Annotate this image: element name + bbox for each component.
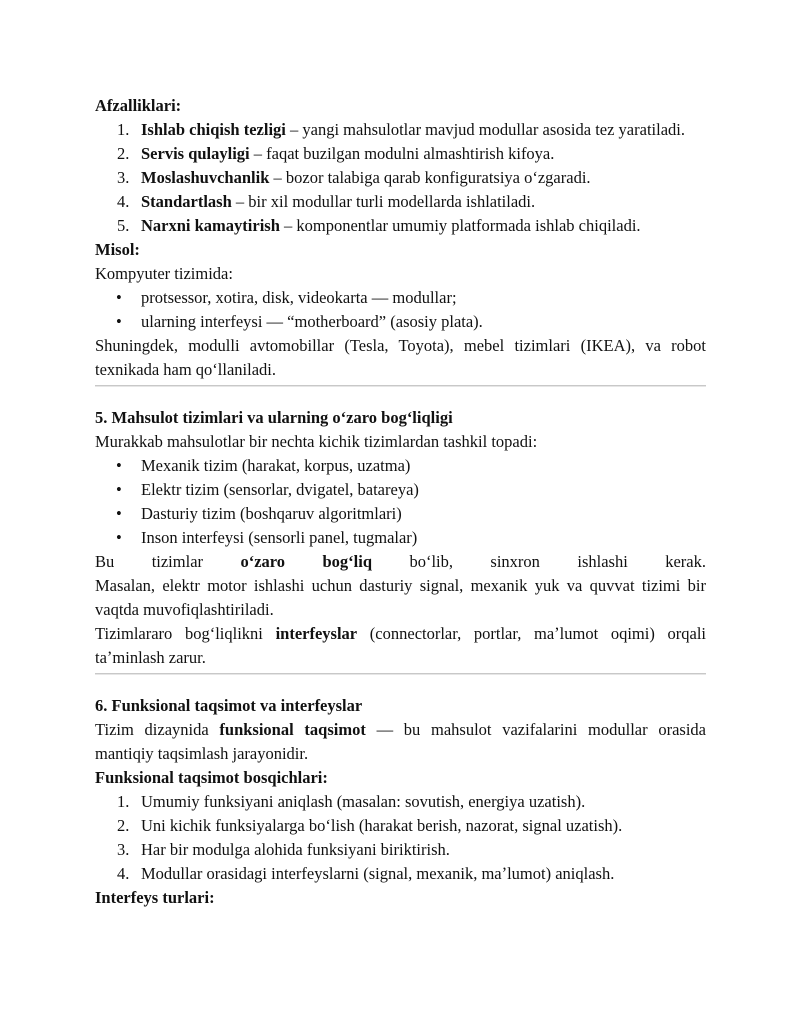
paragraph-text: boʻlib, sinxron ishlashi kerak. (372, 552, 706, 571)
paragraph-bold-term: funksional taqsimot (219, 720, 366, 739)
bullet-icon: • (116, 288, 122, 307)
list-text: – yangi mahsulotlar mavjud modullar asosida tez yaratiladi. (285, 120, 685, 139)
paragraph-text: — bu mahsulot vazifalarini modullar orasida mantiqiy taqsimlash jarayonidir. (95, 720, 706, 763)
example-intro: Kompyuter tizimida: (95, 264, 233, 283)
list-item (95, 118, 706, 142)
section-divider (95, 673, 706, 674)
section-5-paragraph-2: Masalan, elektr motor ishlashi uchun dasturiy signal, mexanik yuk va quvvat tizimi bir vaqtda muvofiqlashtiriladi. (95, 576, 706, 619)
interface-types-heading: Interfeys turlari: (95, 888, 215, 907)
section-6-paragraph-1 (95, 718, 706, 766)
list-number: 3. (117, 840, 130, 859)
bullet-icon: • (116, 312, 122, 331)
list-item (95, 862, 706, 886)
list-number: 4. (117, 864, 130, 883)
list-number: 1. (117, 120, 130, 139)
list-term: Moslashuvchanlik (141, 168, 270, 187)
list-number: 2. (117, 144, 130, 163)
bullet-icon: • (116, 528, 122, 547)
paragraph-bold-term: interfeyslar (275, 624, 358, 643)
list-item (95, 286, 706, 310)
list-term: Narxni kamaytirish (141, 216, 280, 235)
systems-list (95, 454, 706, 550)
paragraph-text: Tizimlararo bogʻliqlikni (95, 624, 276, 643)
example-list (95, 286, 706, 334)
bullet-icon: • (116, 504, 122, 523)
list-item (95, 502, 706, 526)
section-5-intro: Murakkab mahsulotlar bir nechta kichik tizimlardan tashkil topadi: (95, 432, 538, 451)
list-item (95, 142, 706, 166)
list-number: 3. (117, 168, 130, 187)
advantages-heading: Afzalliklari: (95, 96, 182, 115)
bullet-icon: • (116, 456, 122, 475)
list-text: Modullar orasidagi interfeyslarni (signal, mexanik, maʼlumot) aniqlash. (141, 864, 615, 883)
paragraph-text: (connectorlar, portlar, maʼlumot oqimi) orqali taʼminlash zarur. (95, 624, 706, 667)
list-text: Umumiy funksiyani aniqlash (masalan: sovutish, energiya uzatish). (141, 792, 586, 811)
steps-heading: Funksional taqsimot bosqichlari: (95, 768, 328, 787)
list-text: ularning interfeysi — “motherboard” (asosiy plata). (141, 312, 483, 331)
list-item (95, 454, 706, 478)
list-number: 5. (117, 216, 130, 235)
list-term: Ishlab chiqish tezligi (141, 120, 286, 139)
list-text: protsessor, xotira, disk, videokarta — modullar; (141, 288, 457, 307)
section-5-paragraph-3 (95, 622, 706, 670)
paragraph-text: Tizim dizaynida (95, 720, 220, 739)
list-number: 1. (117, 792, 130, 811)
list-item (95, 214, 706, 238)
list-text: – bozor talabiga qarab konfiguratsiya oʻzgaradi. (269, 168, 591, 187)
list-text: – faqat buzilgan modulni almashtirish kifoya. (249, 144, 555, 163)
list-number: 2. (117, 816, 130, 835)
page-content (95, 94, 706, 910)
steps-list (95, 790, 706, 886)
list-item (95, 190, 706, 214)
example-closing: Shuningdek, modulli avtomobillar (Tesla, Toyota), mebel tizimlari (IKEA), va robot texnikada ham qoʻllaniladi. (95, 336, 706, 379)
list-item (95, 838, 706, 862)
list-text: Uni kichik funksiyalarga boʻlish (harakat berish, nazorat, signal uzatish). (141, 816, 623, 835)
list-text: Mexanik tizim (harakat, korpus, uzatma) (141, 456, 411, 475)
list-term: Standartlash (141, 192, 232, 211)
list-text: Elektr tizim (sensorlar, dvigatel, batareya) (141, 480, 419, 499)
list-number: 4. (117, 192, 130, 211)
list-item (95, 310, 706, 334)
list-item (95, 166, 706, 190)
advantages-list (95, 118, 706, 238)
list-item (95, 526, 706, 550)
section-5-paragraph-1 (95, 550, 706, 574)
list-text: Dasturiy tizim (boshqaruv algoritmlari) (141, 504, 402, 523)
list-term: Servis qulayligi (141, 144, 250, 163)
list-text: – bir xil modullar turli modellarda ishlatiladi. (231, 192, 536, 211)
list-text: Inson interfeysi (sensorli panel, tugmalar) (141, 528, 418, 547)
list-text: Har bir modulga alohida funksiyani biriktirish. (141, 840, 450, 859)
example-heading: Misol: (95, 240, 140, 259)
list-item (95, 478, 706, 502)
section-6-heading: 6. Funksional taqsimot va interfeyslar (95, 696, 363, 715)
section-divider (95, 385, 706, 386)
list-item (95, 814, 706, 838)
list-item (95, 790, 706, 814)
section-5-heading: 5. Mahsulot tizimlari va ularning oʻzaro bogʻliqligi (95, 408, 453, 427)
paragraph-bold-term: oʻzaro bogʻliq (240, 552, 373, 571)
list-text: – komponentlar umumiy platformada ishlab chiqiladi. (279, 216, 641, 235)
bullet-icon: • (116, 480, 122, 499)
paragraph-text: Bu tizimlar (95, 552, 241, 571)
